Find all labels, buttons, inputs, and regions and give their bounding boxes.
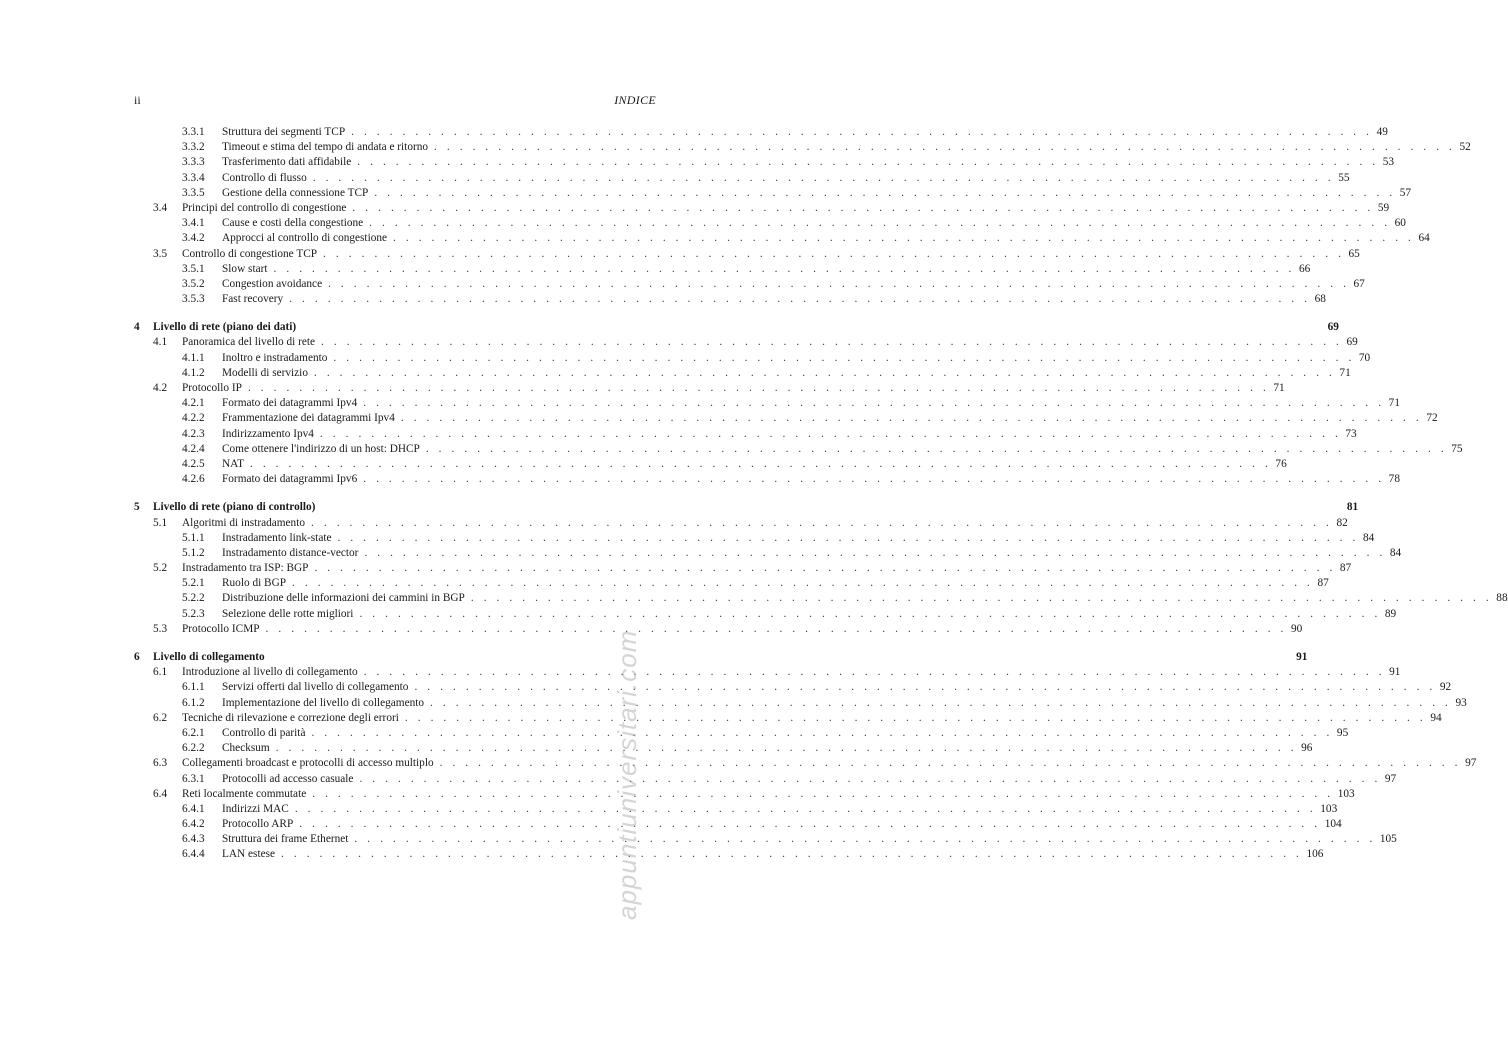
- toc-entry-page: 95: [1336, 726, 1349, 739]
- dot-leader: . . . . . . . . . . . . . . . . . . . . . . . . . . . . . . . . . . . . . . . . . . . . . . . . . . . . . . . . . . . . . . . . . . . . . . . . . . . . . . . .: [414, 681, 1436, 694]
- toc-entry-title: Instradamento tra ISP: BGP: [182, 562, 309, 575]
- toc-entry-title: Timeout e stima del tempo di andata e ritorno: [222, 141, 429, 154]
- dot-leader: . . . . . . . . . . . . . . . . . . . . . . . . . . . . . . . . . . . . . . . . . . . . . . . . . . . . . . . . . . . . . . . . . . . . . . . . . . . . . . . .: [439, 757, 1462, 770]
- toc-entry-page: 97: [1465, 757, 1477, 770]
- toc-entry-page: 67: [1353, 277, 1365, 290]
- toc-entry-number: 3.5.3: [182, 293, 205, 306]
- toc-entry-number: 3.5.2: [182, 277, 205, 290]
- toc-entry-number: 5.3: [153, 622, 168, 635]
- toc-entry-page: 55: [1338, 171, 1350, 184]
- toc-entry-page: 75: [1451, 442, 1463, 455]
- toc-entry-page: 104: [1324, 818, 1342, 831]
- toc-entry-title: Indirizzamento Ipv4: [222, 427, 314, 440]
- dot-leader: . . . . . . . . . . . . . . . . . . . . . . . . . . . . . . . . . . . . . . . . . . . . . . . . . . . . . . . . . . . . . . . . . . . . . . . . . . . . . . . .: [319, 427, 1342, 440]
- dot-leader: . . . . . . . . . . . . . . . . . . . . . . . . . . . . . . . . . . . . . . . . . . . . . . . . . . . . . . . . . . . . . . . . . . . . . . . . . . . . . . . .: [337, 531, 1359, 544]
- toc-subsection-entry: [0, 427, 1357, 442]
- toc-entry-title: Formato dei datagrammi Ipv4: [222, 397, 358, 410]
- toc-entry-title: Algoritmi di instradamento: [182, 516, 305, 529]
- toc-subsection-entry: [0, 396, 1400, 411]
- toc-entry-number: 5.1.2: [182, 546, 205, 559]
- toc-chapter-entry: [0, 320, 1339, 335]
- toc-entry-page: 76: [1275, 457, 1287, 470]
- toc-entry-number: 6.2: [153, 711, 168, 724]
- toc-subsection-entry: [0, 366, 1351, 381]
- page-number: ii: [134, 93, 141, 107]
- toc-entry-title: Frammentazione dei datagrammi Ipv4: [222, 412, 395, 425]
- toc-entry-number: 4.2.5: [182, 457, 205, 470]
- toc-subsection-entry: [0, 472, 1400, 487]
- toc-entry-page: 93: [1455, 696, 1467, 709]
- toc-entry-number: 5.2.3: [182, 607, 205, 620]
- toc-entry-title: Livello di rete (piano dei dati): [153, 321, 297, 334]
- dot-leader: . . . . . . . . . . . . . . . . . . . . . . . . . . . . . . . . . . . . . . . . . . . . . . . . . . . . . . . . . . . . . . . . . . . . . . . . . . . . . . . .: [363, 473, 1385, 486]
- toc-entry-title: Approcci al controllo di congestione: [222, 232, 388, 245]
- dot-leader: . . . . . . . . . . . . . . . . . . . . . . . . . . . . . . . . . . . . . . . . . . . . . . . . . . . . . . . . . . . . . . . . . . . . . . . . . . . . . . . .: [292, 577, 1314, 590]
- toc-entry-title: Inoltro e instradamento: [222, 351, 328, 364]
- dot-leader: . . . . . . . . . . . . . . . . . . . . . . . . . . . . . . . . . . . . . . . . . . . . . . . . . . . . . . . . . . . . . . . . . . . . . . . . . . . . . . . .: [434, 141, 1456, 154]
- toc-entry-title: Instradamento distance-vector: [222, 546, 359, 559]
- toc-entry-number: 4: [134, 321, 140, 334]
- dot-leader: . . . . . . . . . . . . . . . . . . . . . . . . . . . . . . . . . . . . . . . . . . . . . . . . . . . . . . . . . . . . . . . . . . . . . . . . . . . . . . . .: [247, 382, 1270, 394]
- toc-entry-page: 66: [1298, 262, 1311, 275]
- toc-entry-number: 3.4.2: [182, 232, 205, 245]
- running-header-title: INDICE: [614, 93, 656, 107]
- toc-section-entry: [0, 335, 1358, 350]
- toc-entry-page: 105: [1379, 833, 1397, 846]
- toc-entry-title: Cause e costi della congestione: [222, 217, 364, 230]
- toc-entry-number: 4.2.4: [182, 442, 205, 455]
- dot-leader: . . . . . . . . . . . . . . . . . . . . . . . . . . . . . . . . . . . . . . . . . . . . . . . . . . . . . . . . . . . . . . . . . . . . . . . . . . . . . . . .: [313, 366, 1336, 379]
- toc-subsection-entry: [0, 186, 1412, 201]
- toc-entry-title: Ruolo di BGP: [222, 577, 287, 590]
- toc-entry-title: Protocollo ICMP: [182, 622, 260, 635]
- toc-entry-page: 94: [1430, 711, 1442, 724]
- toc-entry-number: 5.1: [153, 516, 168, 529]
- toc-entry-title: Modelli di servizio: [222, 366, 308, 379]
- toc-chapter-entry: [0, 500, 1359, 515]
- toc-entry-page: 103: [1337, 787, 1355, 800]
- toc-entry-page: 73: [1345, 427, 1357, 440]
- toc-entry-number: 3.3.4: [182, 171, 205, 184]
- toc-entry-number: 6.3.1: [182, 772, 205, 785]
- toc-entry-page: 84: [1389, 546, 1402, 559]
- toc-entry-number: 4.2: [153, 382, 168, 394]
- dot-leader: . . . . . . . . . . . . . . . . . . . . . . . . . . . . . . . . . . . . . . . . . . . . . . . . . . . . . . . . . . . . . . . . . . . . . . . . . . . . . . . .: [311, 516, 1333, 529]
- toc-entry-number: 4.2.2: [182, 412, 205, 425]
- dot-leader: . . . . . . . . . . . . . . . . . . . . . . . . . . . . . . . . . . . . . . . . . . . . . . . . . . . . . . . . . . . . . . . . . . . . . . . . . . . . . . . .: [364, 546, 1386, 559]
- toc-entry-title: Controllo di flusso: [222, 171, 307, 184]
- toc-entry-title: NAT: [222, 457, 244, 470]
- toc-entry-number: 6.1.2: [182, 696, 205, 709]
- toc-subsection-entry: [0, 576, 1329, 591]
- toc-subsection-entry: [0, 277, 1365, 292]
- toc-entry-title: Trasferimento dati affidabile: [222, 156, 352, 169]
- toc-subsection-entry: [0, 546, 1402, 561]
- toc-entry-page: 81: [1346, 501, 1359, 514]
- dot-leader: . . . . . . . . . . . . . . . . . . . . . . . . . . . . . . . . . . . . . . . . . . . . . . . . . . . . . . . . . . . . . . . . . . . . . . . . . . . . . . . .: [430, 696, 1452, 709]
- toc-entry-page: 71: [1339, 366, 1351, 379]
- dot-leader: . . . . . . . . . . . . . . . . . . . . . . . . . . . . . . . . . . . . . . . . . . . . . . . . . . . . . . . . . . . . . . . . . . . . . . . . . . . . . . . .: [425, 442, 1448, 455]
- toc-entry-page: 88: [1496, 592, 1508, 605]
- toc-entry-page: 91: [1296, 651, 1308, 663]
- toc-entry-title: Struttura dei frame Ethernet: [222, 833, 349, 846]
- toc-entry-number: 5.1.1: [182, 531, 205, 544]
- toc-section-entry: [0, 516, 1348, 531]
- dot-leader: . . . . . . . . . . . . . . . . . . . . . . . . . . . . . . . . . . . . . . . . . . . . . . . . . . . . . . . . . . . . . . . . . . . . . . . . . . . . . . . .: [393, 232, 1415, 245]
- toc-entry-page: 69: [1346, 336, 1358, 349]
- toc-entry-title: Reti localmente commutate: [182, 787, 307, 800]
- toc-entry-title: Panoramica del livello di rete: [182, 336, 316, 349]
- dot-leader: . . . . . . . . . . . . . . . . . . . . . . . . . . . . . . . . . . . . . . . . . . . . . . . . . . . . . . . . . . . . . . . . . . . . . . . . . . . . . . . .: [351, 126, 1373, 138]
- toc-entry-page: 68: [1314, 293, 1326, 306]
- toc-entry-title: Distribuzione delle informazioni dei cammini in BGP: [222, 592, 465, 605]
- toc-entry-title: Checksum: [222, 742, 270, 755]
- dot-leader: . . . . . . . . . . . . . . . . . . . . . . . . . . . . . . . . . . . . . . . . . . . . . . . . . . . . . . . . . . . . . . . . . . . . . . . . . . . . . . . .: [374, 186, 1396, 199]
- dot-leader: . . . . . . . . . . . . . . . . . . . . . . . . . . . . . . . . . . . . . . . . . . . . . . . . . . . . . . . . . . . . . . . . . . . . . . . . . . . . . . . .: [312, 787, 1334, 800]
- toc-entry-page: 52: [1459, 141, 1471, 154]
- toc-subsection-entry: [0, 442, 1463, 457]
- toc-entry-number: 6.1.1: [182, 681, 205, 694]
- dot-leader: . . . . . . . . . . . . . . . . . . . . . . . . . . . . . . . . . . . . . . . . . . . . . . . . . . . . . . . . . . . . . . . . . . . . . . . . . . . . . . . .: [281, 848, 1303, 861]
- dot-leader: . . . . . . . . . . . . . . . . . . . . . . . . . . . . . . . . . . . . . . . . . . . . . . . . . . . . . . . . . . . . . . . . . . . . . . . . . . . . . . . .: [273, 262, 1295, 275]
- toc-entry-number: 6.2.2: [182, 742, 205, 755]
- toc-entry-title: Slow start: [222, 262, 268, 275]
- toc-entry-page: 65: [1348, 247, 1360, 260]
- toc-entry-number: 6: [134, 651, 140, 663]
- toc-subsection-entry: [0, 140, 1471, 155]
- toc-entry-page: 91: [1389, 666, 1401, 679]
- toc-entry-page: 69: [1327, 321, 1339, 334]
- toc-entry-title: Tecniche di rilevazione e correzione degli errori: [182, 711, 399, 724]
- toc-entry-title: Fast recovery: [222, 293, 284, 306]
- toc-entry-title: Formato dei datagrammi Ipv6: [222, 473, 358, 486]
- toc-entry-number: 5: [134, 501, 140, 514]
- toc-entry-page: 70: [1358, 351, 1371, 364]
- toc-entry-title: LAN estese: [222, 848, 276, 861]
- dot-leader: . . . . . . . . . . . . . . . . . . . . . . . . . . . . . . . . . . . . . . . . . . . . . . . . . . . . . . . . . . . . . . . . . . . . . . . . . . . . . . . .: [470, 592, 1493, 605]
- toc-entry-title: Protocollo ARP: [222, 818, 294, 831]
- toc-entry-title: Controllo di parità: [222, 726, 306, 739]
- toc-entry-number: 5.2.2: [182, 592, 205, 605]
- toc-entry-page: 59: [1377, 201, 1390, 214]
- toc-subsection-entry: [0, 591, 1508, 606]
- toc-section-entry: [0, 247, 1360, 262]
- toc-section-entry: [0, 381, 1285, 396]
- dot-leader: . . . . . . . . . . . . . . . . . . . . . . . . . . . . . . . . . . . . . . . . . . . . . . . . . . . . . . . . . . . . . . . . . . . . . . . . . . . . . . . .: [289, 293, 1311, 306]
- toc-entry-page: 64: [1418, 232, 1430, 245]
- toc-entry-number: 6.4.4: [182, 848, 205, 861]
- dot-leader: . . . . . . . . . . . . . . . . . . . . . . . . . . . . . . . . . . . . . . . . . . . . . . . . . . . . . . . . . . . . . . . . . . . . . . . . . . . . . . . .: [265, 622, 1287, 635]
- dot-leader: . . . . . . . . . . . . . . . . . . . . . . . . . . . . . . . . . . . . . . . . . . . . . . . . . . . . . . . . . . . . . . . . . . . . . . . . . . . . . . . .: [400, 412, 1423, 425]
- toc-entry-title: Instradamento link-state: [222, 531, 332, 544]
- toc-entry-number: 6.4.2: [182, 818, 205, 831]
- toc-entry-number: 3.3.5: [182, 186, 205, 199]
- dot-leader: . . . . . . . . . . . . . . . . . . . . . . . . . . . . . . . . . . . . . . . . . . . . . . . . . . . . . . . . . . . . . . . . . . . . . . . . . . . . . . . .: [323, 247, 1345, 260]
- dot-leader: . . . . . . . . . . . . . . . . . . . . . . . . . . . . . . . . . . . . . . . . . . . . . . . . . . . . . . . . . . . . . . . . . . . . . . . . . . . . . . . .: [404, 711, 1427, 724]
- toc-entry-number: 6.2.1: [182, 726, 205, 739]
- toc-subsection-entry: [0, 351, 1371, 366]
- toc-subsection-entry: [0, 171, 1350, 186]
- toc-entry-page: 84: [1362, 531, 1375, 544]
- toc-entry-page: 103: [1320, 802, 1338, 815]
- dot-leader: . . . . . . . . . . . . . . . . . . . . . . . . . . . . . . . . . . . . . . . . . . . . . . . . . . . . . . . . . . . . . . . . . . . . . . . . . . . . . . . .: [328, 277, 1350, 290]
- toc-entry-title: Collegamenti broadcast e protocolli di accesso multiplo: [182, 757, 434, 770]
- toc-entry-number: 6.1: [153, 666, 168, 679]
- toc-entry-page: 92: [1439, 681, 1452, 694]
- toc-entry-number: 5.2: [153, 562, 168, 575]
- toc-entry-page: 71: [1273, 382, 1285, 394]
- toc-entry-number: 6.4.1: [182, 802, 205, 815]
- toc-entry-number: 3.3.3: [182, 156, 205, 169]
- toc-entry-page: 53: [1382, 156, 1395, 169]
- dot-leader: . . . . . . . . . . . . . . . . . . . . . . . . . . . . . . . . . . . . . . . . . . . . . . . . . . . . . . . . . . . . . . . . . . . . . . . . . . . . . . . .: [363, 397, 1385, 410]
- dot-leader: . . . . . . . . . . . . . . . . . . . . . . . . . . . . . . . . . . . . . . . . . . . . . . . . . . . . . . . . . . . . . . . . . . . . . . . . . . . . . . . .: [275, 742, 1298, 755]
- dot-leader: . . . . . . . . . . . . . . . . . . . . . . . . . . . . . . . . . . . . . . . . . . . . . . . . . . . . . . . . . . . . . . . . . . . . . . . . . . . . . . . .: [369, 217, 1391, 230]
- toc-subsection-entry: [0, 155, 1395, 170]
- toc-entry-title: Selezione delle rotte migliori: [222, 607, 354, 620]
- toc-entry-page: 71: [1388, 397, 1400, 410]
- toc-entry-title: Come ottenere l'indirizzo di un host: DHCP: [222, 442, 420, 455]
- toc-entry-number: 3.4: [153, 201, 168, 214]
- toc-entry-number: 4.1.2: [182, 366, 205, 379]
- toc-entry-number: 6.4: [153, 787, 168, 800]
- dot-leader: . . . . . . . . . . . . . . . . . . . . . . . . . . . . . . . . . . . . . . . . . . . . . . . . . . . . . . . . . . . . . . . . . . . . . . . . . . . . . . . .: [311, 726, 1333, 739]
- dot-leader: . . . . . . . . . . . . . . . . . . . . . . . . . . . . . . . . . . . . . . . . . . . . . . . . . . . . . . . . . . . . . . . . . . . . . . . . . . . . . . . .: [294, 802, 1317, 815]
- dot-leader: . . . . . . . . . . . . . . . . . . . . . . . . . . . . . . . . . . . . . . . . . . . . . . . . . . . . . . . . . . . . . . . . . . . . . . . . . . . . . . . .: [314, 562, 1336, 575]
- dot-leader: . . . . . . . . . . . . . . . . . . . . . . . . . . . . . . . . . . . . . . . . . . . . . . . . . . . . . . . . . . . . . . . . . . . . . . . . . . . . . . . .: [321, 336, 1343, 349]
- dot-leader: . . . . . . . . . . . . . . . . . . . . . . . . . . . . . . . . . . . . . . . . . . . . . . . . . . . . . . . . . . . . . . . . . . . . . . . . . . . . . . . .: [333, 351, 1355, 364]
- toc-section-entry: [0, 201, 1390, 216]
- toc-subsection-entry: [0, 531, 1375, 546]
- toc-entry-title: Livello di collegamento: [153, 651, 265, 663]
- dot-leader: . . . . . . . . . . . . . . . . . . . . . . . . . . . . . . . . . . . . . . . . . . . . . . . . . . . . . . . . . . . . . . . . . . . . . . . . . . . . . . . .: [354, 833, 1376, 846]
- toc-entry-page: 60: [1394, 217, 1406, 230]
- toc-entry-title: Principi del controllo di congestione: [182, 201, 347, 214]
- toc-entry-number: 6.3: [153, 757, 168, 770]
- toc-subsection-entry: [0, 262, 1311, 277]
- dot-leader: . . . . . . . . . . . . . . . . . . . . . . . . . . . . . . . . . . . . . . . . . . . . . . . . . . . . . . . . . . . . . . . . . . . . . . . . . . . . . . . .: [299, 818, 1321, 831]
- dot-leader: . . . . . . . . . . . . . . . . . . . . . . . . . . . . . . . . . . . . . . . . . . . . . . . . . . . . . . . . . . . . . . . . . . . . . . . . . . . . . . . .: [352, 201, 1374, 214]
- toc-entry-number: 4.1: [153, 336, 168, 349]
- toc-entry-title: Protocollo IP: [182, 382, 242, 394]
- toc-entry-title: Introduzione al livello di collegamento: [182, 666, 358, 679]
- toc-entry-page: 106: [1306, 848, 1324, 861]
- toc-entry-title: Implementazione del livello di collegamento: [222, 696, 425, 709]
- toc-entry-page: 96: [1301, 742, 1313, 755]
- toc-entry-title: Protocolli ad accesso casuale: [222, 772, 354, 785]
- toc-subsection-entry: [0, 216, 1406, 231]
- toc-entry-page: 82: [1336, 516, 1348, 529]
- dot-leader: . . . . . . . . . . . . . . . . . . . . . . . . . . . . . . . . . . . . . . . . . . . . . . . . . . . . . . . . . . . . . . . . . . . . . . . . . . . . . . . .: [357, 156, 1379, 169]
- dot-leader: . . . . . . . . . . . . . . . . . . . . . . . . . . . . . . . . . . . . . . . . . . . . . . . . . . . . . . . . . . . . . . . . . . . . . . . . . . . . . . . .: [359, 772, 1381, 785]
- toc-entry-title: Gestione della connessione TCP: [222, 186, 369, 199]
- toc-entry-number: 3.5: [153, 247, 168, 260]
- toc-entry-title: Struttura dei segmenti TCP: [222, 126, 346, 138]
- toc-section-entry: [0, 561, 1352, 576]
- dot-leader: . . . . . . . . . . . . . . . . . . . . . . . . . . . . . . . . . . . . . . . . . . . . . . . . . . . . . . . . . . . . . . . . . . . . . . . . . . . . . . . .: [249, 457, 1272, 470]
- toc-entry-title: Indirizzi MAC: [222, 802, 289, 815]
- toc-entry-number: 4.2.1: [182, 397, 205, 410]
- toc-entry-number: 6.4.3: [182, 833, 205, 846]
- toc-entry-page: 78: [1388, 473, 1400, 486]
- toc-subsection-entry: [0, 457, 1287, 472]
- toc-entry-number: 4.2.6: [182, 473, 205, 486]
- toc-entry-page: 87: [1339, 562, 1352, 575]
- toc-entry-page: 97: [1384, 772, 1397, 785]
- toc-entry-number: 4.1.1: [182, 351, 205, 364]
- toc-entry-title: Congestion avoidance: [222, 277, 323, 290]
- toc-entry-number: 3.4.1: [182, 217, 205, 230]
- watermark: appuntiuniversitari.com: [612, 629, 642, 920]
- toc-subsection-entry: [0, 231, 1430, 246]
- toc-entry-page: 87: [1317, 577, 1329, 590]
- toc-entry-page: 90: [1290, 622, 1303, 635]
- toc-entry-page: 72: [1426, 412, 1438, 425]
- toc-subsection-entry: [0, 292, 1326, 307]
- toc-entry-number: 3.5.1: [182, 262, 205, 275]
- toc-entry-title: Livello di rete (piano di controllo): [153, 501, 316, 514]
- toc-subsection-entry: [0, 607, 1397, 622]
- toc-entry-page: 57: [1399, 186, 1412, 199]
- dot-leader: . . . . . . . . . . . . . . . . . . . . . . . . . . . . . . . . . . . . . . . . . . . . . . . . . . . . . . . . . . . . . . . . . . . . . . . . . . . . . . . .: [312, 171, 1335, 184]
- toc-entry-number: 3.3.1: [182, 126, 205, 138]
- toc-entry-page: 49: [1376, 126, 1388, 138]
- toc-entry-number: 4.2.3: [182, 427, 205, 440]
- toc-entry-title: Controllo di congestione TCP: [182, 247, 318, 260]
- toc-entry-title: Servizi offerti dal livello di collegamento: [222, 681, 409, 694]
- toc-entry-number: 5.2.1: [182, 577, 205, 590]
- toc-subsection-entry: [0, 411, 1438, 426]
- dot-leader: . . . . . . . . . . . . . . . . . . . . . . . . . . . . . . . . . . . . . . . . . . . . . . . . . . . . . . . . . . . . . . . . . . . . . . . . . . . . . . . .: [359, 607, 1381, 620]
- toc-entry-page: 89: [1384, 607, 1397, 620]
- toc-entry-number: 3.3.2: [182, 141, 205, 154]
- dot-leader: . . . . . . . . . . . . . . . . . . . . . . . . . . . . . . . . . . . . . . . . . . . . . . . . . . . . . . . . . . . . . . . . . . . . . . . . . . . . . . . .: [363, 666, 1386, 679]
- toc-subsection-entry: [0, 125, 1388, 140]
